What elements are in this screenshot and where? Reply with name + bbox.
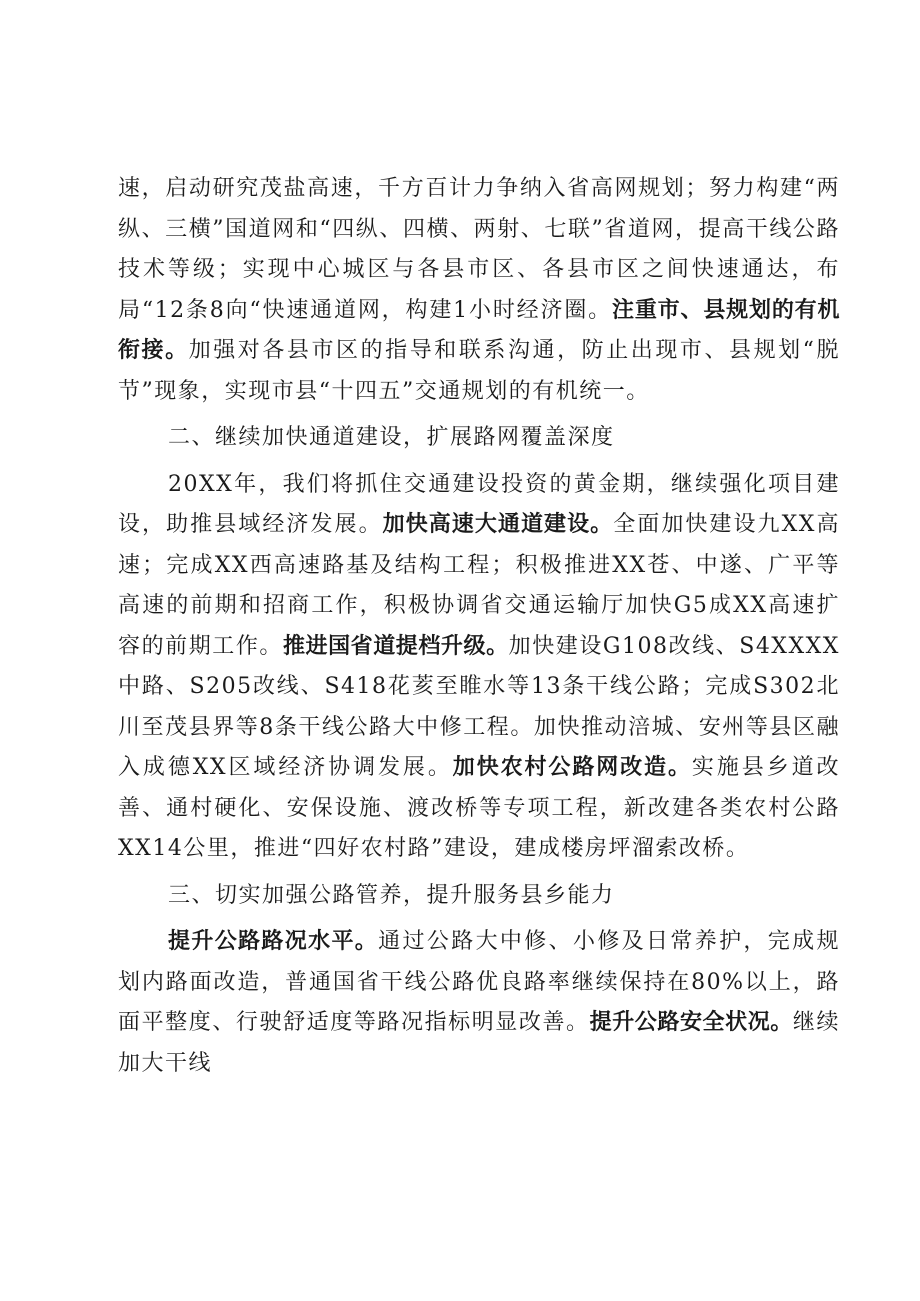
document-body: [118, 169, 840, 1090]
section-heading-2: [118, 418, 840, 459]
bold-phrase: 加快农村公路网改造。: [452, 755, 692, 780]
text-run: 继续加大干线: [118, 1010, 840, 1076]
bold-phrase: 注重市、县规划的有机衔接。: [118, 297, 840, 363]
bold-phrase: 提升公路路况水平。: [168, 929, 379, 954]
text-run: 全面加快建设九XX高速；完成XX西高速路基及结构工程；积极推进XX苍、中遂、广平等高速的前期和招商工作，积极协调省交通运输厅加快G5成XX高速扩容的前期工作。: [118, 512, 840, 659]
bold-phrase: 推进国省道提档升级。: [282, 633, 509, 659]
paragraph-5: [118, 922, 840, 1084]
text-run: 加快建设G108改线、S4XXXX中路、S205改线、S418花荄至睢水等13条干线公路；完成S302北川至茂县界等8条干线公路大中修工程。加快推动涪城、安州等县区融入成德XX区域经济协调发展。: [118, 633, 840, 780]
paragraph-1: [118, 169, 840, 412]
text-run: 加强对各县市区的指导和联系沟通，防止出现市、县规划“脱节”现象，实现市县“十四五”交通规划的有机统一。: [118, 338, 840, 404]
text-run: 实施县乡道改善、通村硬化、安保设施、渡改桥等专项工程，新改建各类农村公路XX14公里，推进“四好农村路”建设，建成楼房坪溜索改桥。: [118, 755, 840, 861]
bold-phrase: 提升公路安全状况。: [589, 1010, 793, 1035]
heading-text: 二、继续加快通道建设，扩展路网覆盖深度: [168, 425, 615, 450]
section-heading-3: [118, 876, 840, 917]
bold-phrase: 加快高速大通道建设。: [382, 512, 614, 537]
text-run: 通过公路大中修、小修及日常养护，完成规划内路面改造，普通国省干线公路优良路率继续保持在80%以上，路面平整度、行驶舒适度等路况指标明显改善。: [118, 929, 840, 1035]
paragraph-3: [118, 465, 840, 870]
heading-text: 三、切实加强公路管养，提升服务县乡能力: [168, 882, 615, 908]
text-run: 20XX年，我们将抓住交通建设投资的黄金期，继续强化项目建设，助推县域经济发展。: [118, 471, 840, 537]
text-run: 速，启动研究茂盐高速，千方百计力争纳入省高网规划；努力构建“两纵、三横”国道网和“四纵、四横、两射、七联”省道网，提高干线公路技术等级；实现中心城区与各县市区、各县市区之间快速通达，布局“12条8向“快速通道网，构建1小时经济圈。: [118, 176, 840, 323]
